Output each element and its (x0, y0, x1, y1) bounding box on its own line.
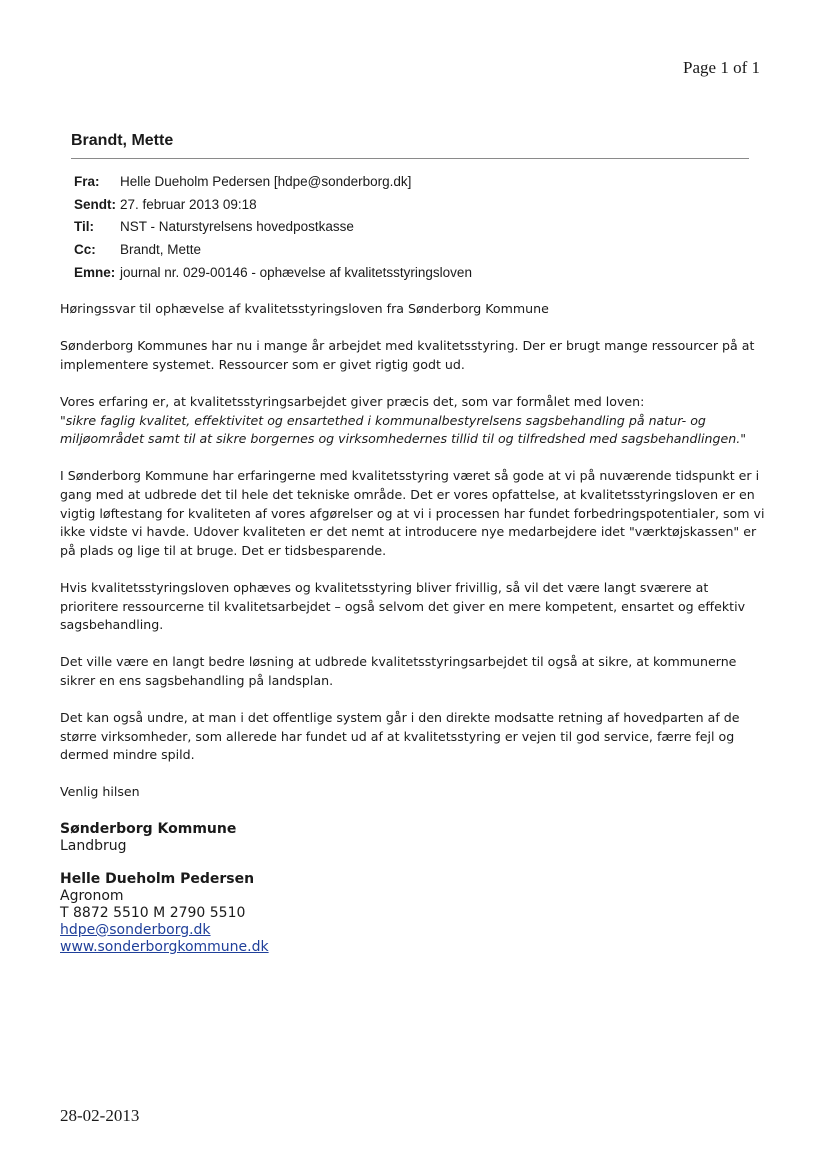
signature-title: Agronom (60, 887, 124, 904)
header-row-sent (74, 193, 472, 216)
body-paragraph: I Sønderborg Kommune har erfaringerne med kvalitetsstyring været så gode at vi på nuværende tidspunkt er i gang med at udbrede det til hele det tekniske område. Det er vores opfattelse, at kvalitetsstyringsloven er en vigtig løftestang for kvaliteten af vores afgørelser og at vi i processen har fundet forbedringspotentialer, som vi ikke vidste vi havde. Udover kvaliteten er det nemt at introducere nye medarbejdere idet "værktøjskassen" er på plads og lige til at bruge. Det er tidsbesparende. (60, 468, 765, 558)
body-paragraph-quote-block (60, 393, 770, 449)
body-paragraph-heading: Høringssvar til ophævelse af kvalitetsstyringsloven fra Sønderborg Kommune (60, 301, 549, 316)
header-row-to (74, 215, 472, 238)
sent-label: Sendt: (74, 196, 116, 212)
body-paragraph: Sønderborg Kommunes har nu i mange år arbejdet med kvalitetsstyring. Der er brugt mange ressourcer på at implementere systemet. Ressourcer som er givet rigtig godt ud. (60, 338, 755, 372)
closing-greeting: Venlig hilsen (60, 784, 140, 800)
from-label: Fra: (74, 173, 100, 189)
subject-label: Emne: (74, 264, 116, 280)
email-body (60, 300, 770, 956)
sender-name: Brandt, Mette (71, 132, 174, 149)
signature-org-name: Sønderborg Kommune (60, 820, 237, 837)
page-number: Page 1 of 1 (683, 58, 760, 77)
to-label: Til: (74, 219, 94, 235)
sent-value: 27. februar 2013 09:18 (120, 196, 257, 212)
signature-department: Landbrug (60, 837, 127, 854)
signature-block (60, 821, 770, 956)
signature-person-name: Helle Dueholm Pedersen (60, 870, 255, 887)
law-purpose-quote: "sikre faglig kvalitet, effektivitet og ensartethed i kommunalbestyrelsens sagsbehandling på natur- og miljøområdet samt til at sikre borgernes og virksomhedernes tillid til og tilfredshed med sagsbehandlingen." (60, 412, 746, 447)
body-paragraph: Hvis kvalitetsstyringsloven ophæves og kvalitetsstyring bliver frivillig, så vil det være langt sværere at prioritere ressourcerne til kvalitetsarbejdet – også selvom det giver en mere kompetent, ensartet og effektiv sagsbehandling. (60, 579, 746, 633)
body-paragraph: Det ville være en langt bedre løsning at udbrede kvalitetsstyringsarbejdet til også at sikre, at kommunerne sikrer en ens sagsbehandling på landsplan. (60, 654, 737, 688)
header-divider (71, 158, 749, 159)
email-header (74, 170, 472, 283)
footer-date: 28-02-2013 (60, 1106, 140, 1125)
subject-value: journal nr. 029-00146 - ophævelse af kvalitetsstyringsloven (120, 264, 472, 280)
from-value: Helle Dueholm Pedersen [hdpe@sonderborg.dk] (120, 173, 412, 189)
signature-phone: T 8872 5510 M 2790 5510 (60, 904, 246, 921)
quote-intro: Vores erfaring er, at kvalitetsstyringsarbejdet giver præcis det, som var formålet med loven: (60, 393, 645, 409)
cc-value: Brandt, Mette (120, 241, 202, 257)
header-row-cc (74, 238, 472, 261)
signature-email-link[interactable]: hdpe@sonderborg.dk (60, 921, 211, 938)
body-paragraph: Det kan også undre, at man i det offentlige system går i den direkte modsatte retning af hovedparten af de større virksomheder, som allerede har fundet ud af at kvalitetsstyring er vejen til god service, færre fejl og dermed mindre spild. (60, 710, 740, 763)
signature-website-link[interactable]: www.sonderborgkommune.dk (60, 938, 269, 955)
header-row-subject (74, 261, 472, 284)
cc-label: Cc: (74, 241, 96, 257)
header-row-from (74, 170, 472, 193)
to-value: NST - Naturstyrelsens hovedpostkasse (120, 219, 354, 235)
